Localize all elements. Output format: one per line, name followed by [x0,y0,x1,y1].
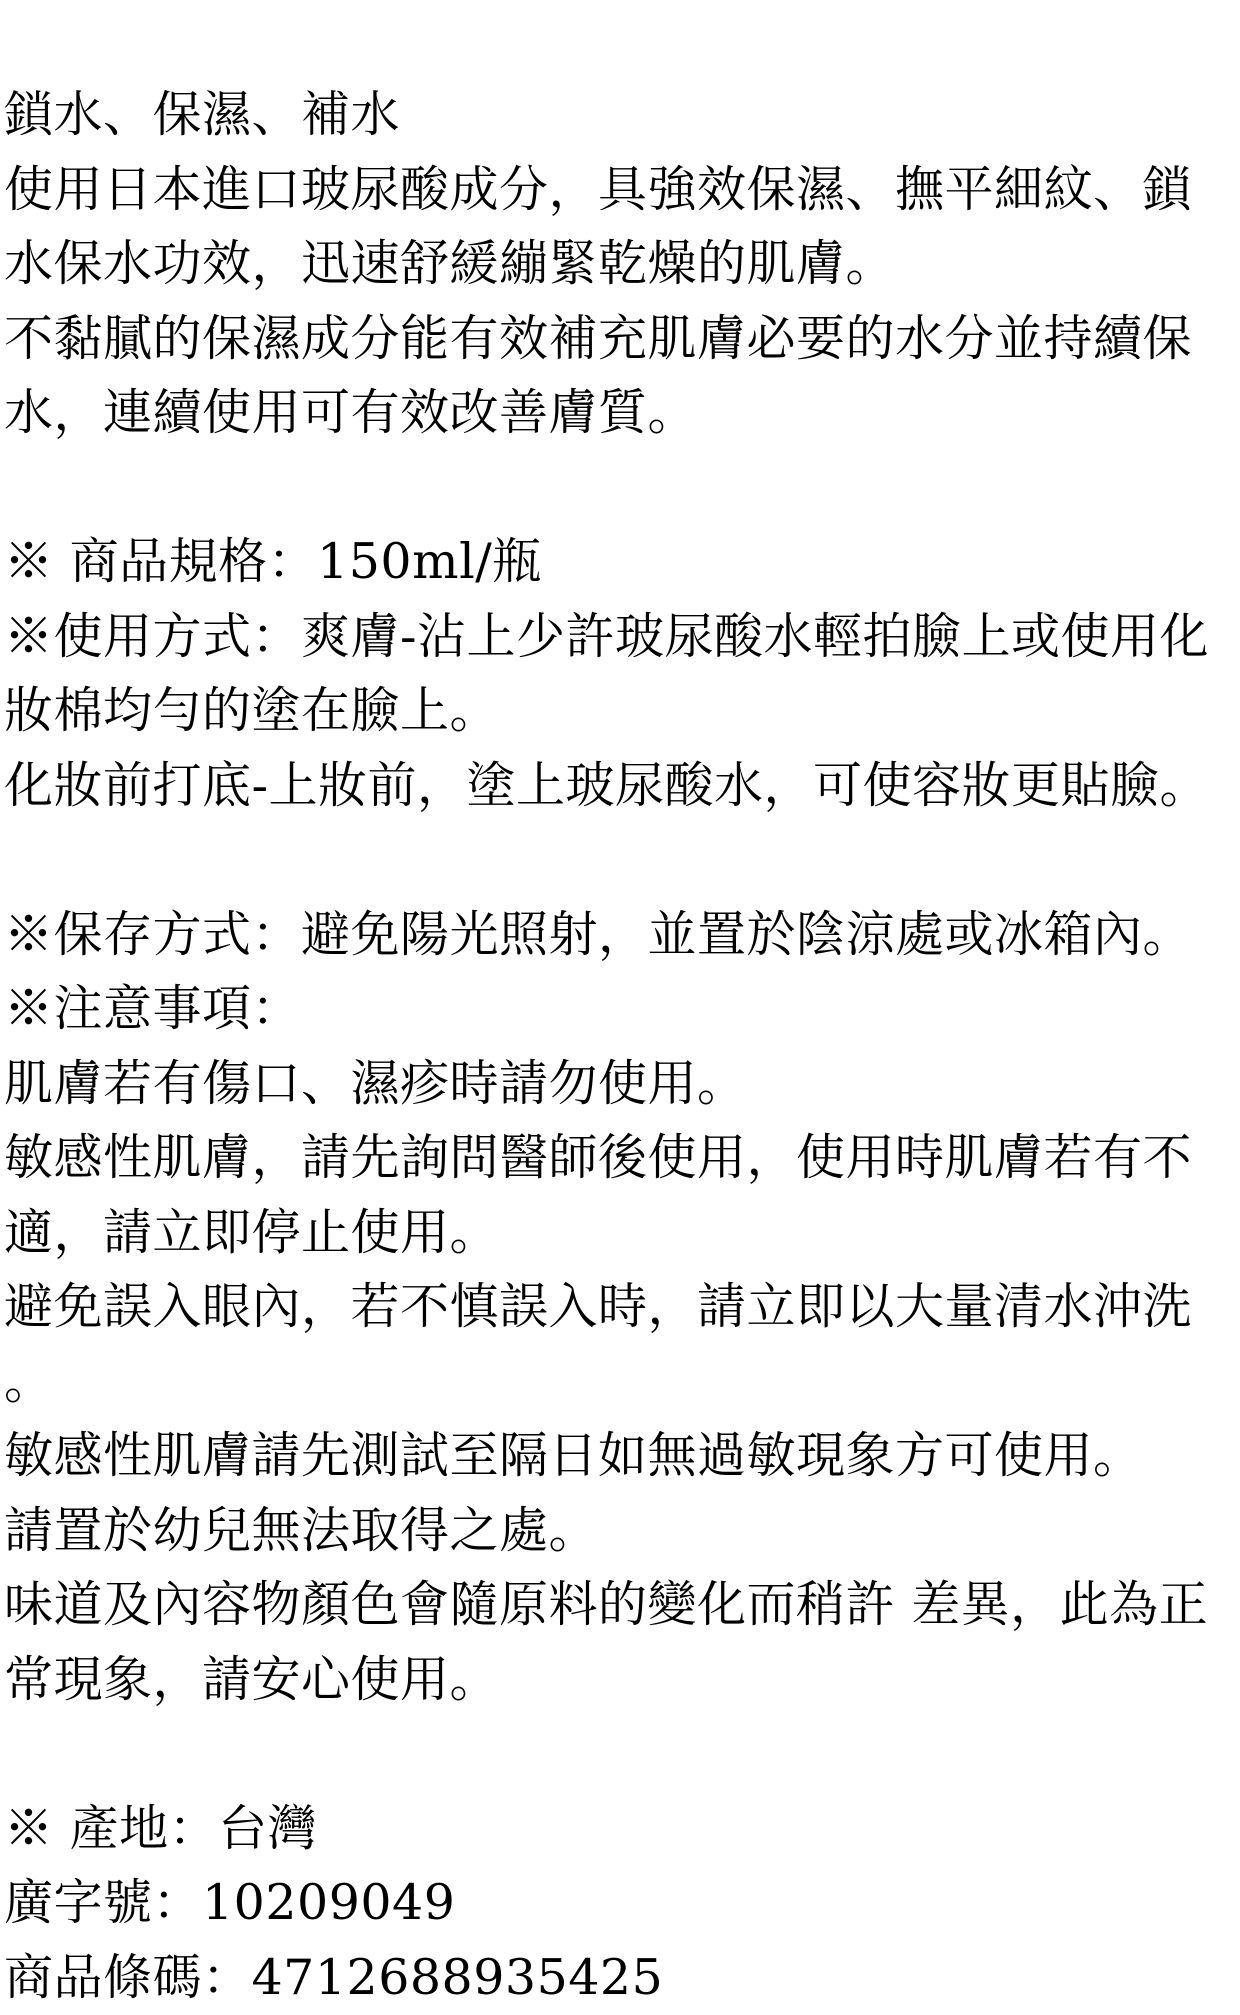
caution-line: 避免誤入眼內，若不慎誤入時，請立即以大量清水沖洗 [4,1270,1236,1345]
license-number-line: 廣字號：10209049 [4,1866,1236,1941]
spacer [4,823,1236,898]
headline: 鎖水、保濕、補水 [4,78,1236,153]
spacer [4,451,1236,526]
caution-line: 敏感性肌膚，請先詢問醫師後使用，使用時肌膚若有不 [4,1121,1236,1196]
origin-line: ※ 產地：台灣 [4,1792,1236,1867]
usage-line: ※使用方式：爽膚-沾上少許玻尿酸水輕拍臉上或使用化 [4,600,1236,675]
usage-line: 妝棉均勻的塗在臉上。 [4,674,1236,749]
spacer [4,1717,1236,1792]
caution-line: 味道及內容物顏色會隨原料的變化而稍許 差異，此為正 [4,1568,1236,1643]
caution-line: 請置於幼兒無法取得之處。 [4,1494,1236,1569]
caution-line: 適，請立即停止使用。 [4,1196,1236,1271]
barcode-line: 商品條碼：4712688935425 [4,1941,1236,2015]
caution-line: 肌膚若有傷口、濕疹時請勿使用。 [4,1047,1236,1122]
spec-line: ※ 商品規格：150ml/瓶 [4,525,1236,600]
caution-line: 。 [4,1345,1236,1420]
text-line: 水保水功效，迅速舒緩繃緊乾燥的肌膚。 [4,227,1236,302]
usage-line: 化妝前打底-上妝前，塗上玻尿酸水，可使容妝更貼臉。 [4,749,1236,824]
caution-line: 常現象，請安心使用。 [4,1643,1236,1718]
product-description [4,78,1236,2015]
text-line: 不黏膩的保濕成分能有效補充肌膚必要的水分並持續保 [4,302,1236,377]
caution-heading: ※注意事項： [4,972,1236,1047]
storage-line: ※保存方式：避免陽光照射，並置於陰涼處或冰箱內。 [4,898,1236,973]
text-line: 水，連續使用可有效改善膚質。 [4,376,1236,451]
text-line: 使用日本進口玻尿酸成分，具強效保濕、撫平細紋、鎖 [4,153,1236,228]
caution-line: 敏感性肌膚請先測試至隔日如無過敏現象方可使用。 [4,1419,1236,1494]
